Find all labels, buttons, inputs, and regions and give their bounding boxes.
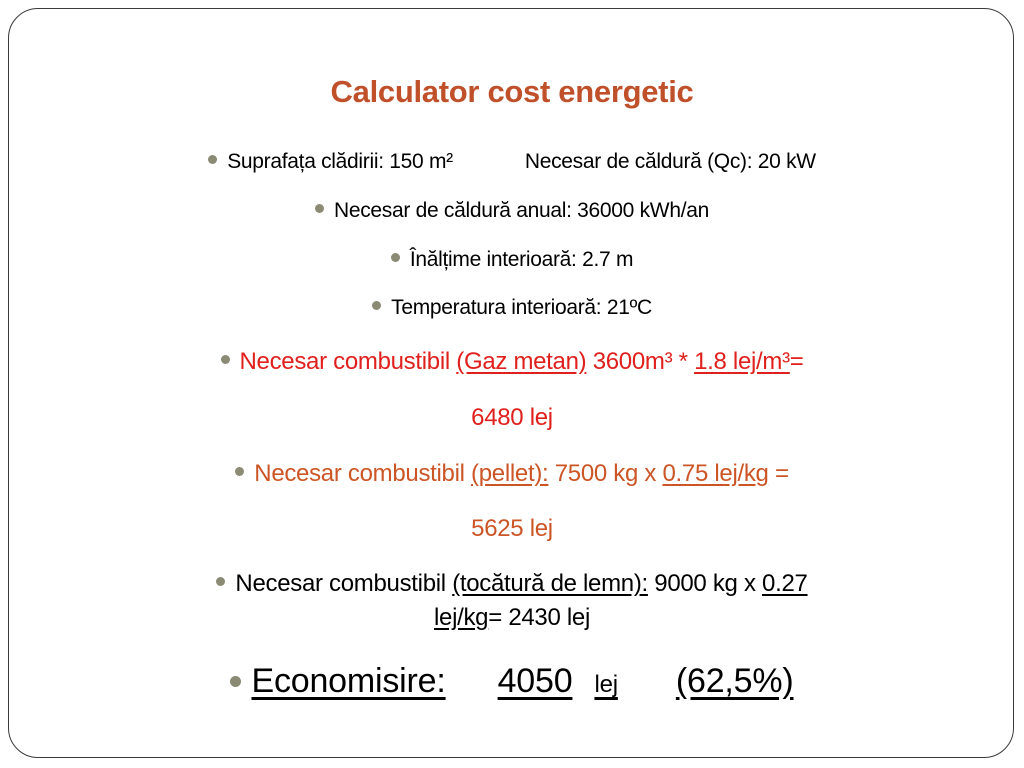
bullet-gas — [0, 348, 1024, 376]
bullet-pellet — [0, 460, 1024, 488]
temperature-text: Temperatura interioară: 21ºC — [391, 296, 652, 319]
wood-price-part1: 0.27 — [762, 570, 808, 597]
wood-prefix: Necesar combustibil — [235, 570, 453, 597]
gas-quantity: 3600m³ * — [586, 348, 695, 375]
bullet-icon — [235, 467, 244, 476]
pellet-total: 5625 lej — [471, 515, 553, 542]
wood-price-part2: lej/kg — [434, 604, 489, 631]
gas-equals: = — [789, 348, 804, 375]
surface-text: Suprafața clădirii: 150 m² — [227, 150, 453, 173]
pellet-price: 0.75 lej/kg — [662, 460, 769, 487]
slide-title: Calculator cost energetic — [330, 74, 694, 109]
wood-fuel: (tocătură de lemn): — [452, 570, 648, 597]
bullet-savings — [0, 662, 1024, 701]
savings-label: Economisire: — [251, 662, 446, 700]
annual-heat-text: Necesar de căldură anual: 36000 kWh/an — [333, 199, 709, 222]
bullet-surface-heat — [0, 150, 1024, 174]
wood-total: = 2430 lej — [488, 604, 590, 631]
pellet-equals: = — [768, 460, 789, 487]
bullet-temperature — [0, 296, 1024, 320]
bullet-icon — [315, 204, 324, 213]
savings-line — [251, 662, 793, 700]
gas-prefix: Necesar combustibil — [239, 348, 457, 375]
bullet-icon — [216, 577, 225, 586]
pellet-quantity: 7500 kg x — [548, 460, 663, 487]
savings-amount: 4050 — [497, 662, 573, 700]
bullet-annual-heat — [0, 199, 1024, 223]
gas-total: 6480 lej — [471, 404, 553, 431]
wood-second-line — [0, 604, 1024, 632]
wood-quantity: 9000 kg x — [647, 570, 763, 597]
bullet-icon — [221, 355, 230, 364]
bullet-height — [0, 248, 1024, 272]
slide-frame — [8, 8, 1014, 758]
pellet-prefix: Necesar combustibil — [254, 460, 472, 487]
height-text: Înălțime interioară: 2.7 m — [409, 248, 634, 271]
savings-unit: lej — [594, 671, 618, 698]
gas-price: 1.8 lej/m³ — [694, 348, 790, 375]
gas-fuel: (Gaz metan) — [456, 348, 587, 375]
bullet-icon — [391, 253, 400, 262]
bullet-wood — [0, 570, 1024, 598]
bullet-icon — [372, 301, 381, 310]
heat-need-text: Necesar de căldură (Qc): 20 kW — [524, 150, 816, 173]
bullet-icon — [208, 155, 217, 164]
pellet-fuel: (pellet): — [471, 460, 549, 487]
savings-percent: (62,5%) — [675, 662, 794, 700]
bullet-icon — [230, 676, 241, 687]
